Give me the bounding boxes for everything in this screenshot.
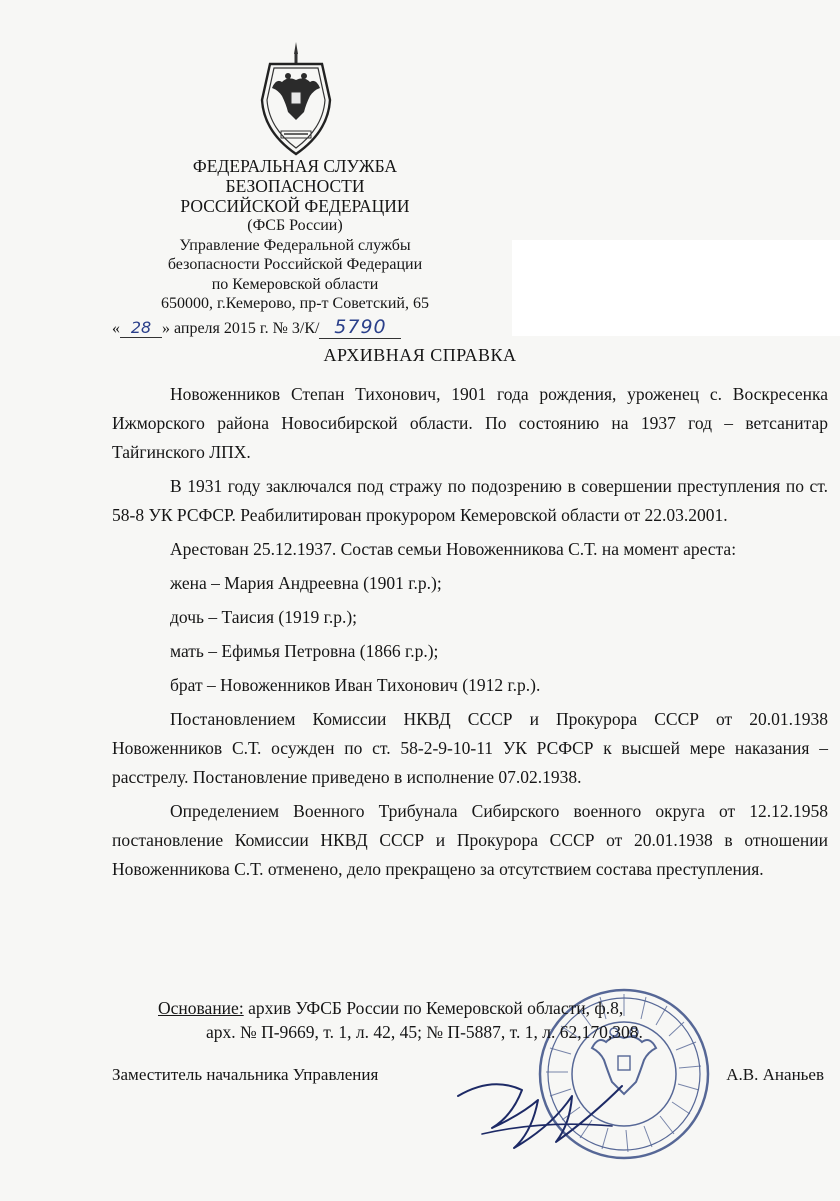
basis-line-1: архив УФСБ России по Кемеровской области, ф.8, <box>243 998 624 1018</box>
org-name-line-1: ФЕДЕРАЛЬНАЯ СЛУЖБА <box>192 156 398 176</box>
org-abbreviation: (ФСБ России) <box>247 217 343 234</box>
archive-basis <box>158 996 838 1044</box>
department-line-2: безопасности Российской Федерации <box>167 256 423 273</box>
family-member-item: брат – Новоженников Иван Тихонович (1912 г.р.). <box>170 675 541 695</box>
department-line-1: Управление Федеральной службы <box>179 236 411 254</box>
org-name-line-2: БЕЗОПАСНОСТИ <box>225 176 365 196</box>
basis-line-2: арх. № П-9669, т. 1, л. 42, 45; № П-5887, т. 1, л. 62,170,308. <box>206 1022 643 1042</box>
handwritten-document-number: 5790 <box>319 316 401 339</box>
handwritten-day: 28 <box>120 318 162 338</box>
family-member-item: дочь – Таисия (1919 г.р.); <box>170 607 358 627</box>
issuing-organization-block <box>120 156 470 314</box>
signatory-name: А.В. Ананьев <box>726 1065 824 1084</box>
fsb-emblem-icon <box>248 40 344 158</box>
date-quote-open: « <box>112 320 120 337</box>
basis-label: Основание: <box>158 998 244 1018</box>
org-name-line-3: РОССИЙСКОЙ ФЕДЕРАЦИИ <box>180 196 410 216</box>
signatory-position: Заместитель начальника Управления <box>112 1065 379 1084</box>
paragraph-arrest: Арестован 25.12.1937. Состав семьи Новоженникова С.Т. на момент ареста: <box>170 539 737 559</box>
org-address: 650000, г.Кемерово, пр-т Советский, 65 <box>161 295 429 312</box>
document-date-and-number <box>112 316 401 339</box>
date-month-year: » апреля 2015 г. № 3/К/ <box>162 320 320 337</box>
paragraph-sentence: Постановлением Комиссии НКВД СССР и Прокурора СССР от 20.01.1938 Новоженников С.Т. осужден по ст. 58-2-9-10-11 УК РСФСР к высшей мере наказания – расстрелу. Постановление приведено в исполнение 07.02.1938. <box>112 709 828 787</box>
paragraph-1931-detention: В 1931 году заключался под стражу по подозрению в совершении преступления по ст. 58-8 УК РСФСР. Реабилитирован прокурором Кемеровской области от 22.03.2001. <box>112 476 828 525</box>
family-member-item: мать – Ефимья Петровна (1866 г.р.); <box>170 641 439 661</box>
document-title: АРХИВНАЯ СПРАВКА <box>323 345 517 365</box>
paragraph-biography: Новоженников Степан Тихонович, 1901 года рождения, уроженец с. Воскресенка Ижморского района Новосибирской области. По состоянию на 1937 год – ветсанитар Тайгинского ЛПХ. <box>112 384 828 462</box>
handwritten-signature-icon <box>452 1056 632 1176</box>
paragraph-rehabilitation: Определением Военного Трибунала Сибирского военного округа от 12.12.1958 постановление Комиссии НКВД СССР и Прокурора СССР от 20.01.1938 в отношении Новоженникова С.Т. отменено, дело прекращено за отсутствием состава преступления. <box>112 801 828 879</box>
certificate-body <box>112 380 828 884</box>
redacted-addressee-area <box>512 240 840 336</box>
department-line-3: по Кемеровской области <box>211 275 379 293</box>
family-member-item: жена – Мария Андреевна (1901 г.р.); <box>170 573 442 593</box>
